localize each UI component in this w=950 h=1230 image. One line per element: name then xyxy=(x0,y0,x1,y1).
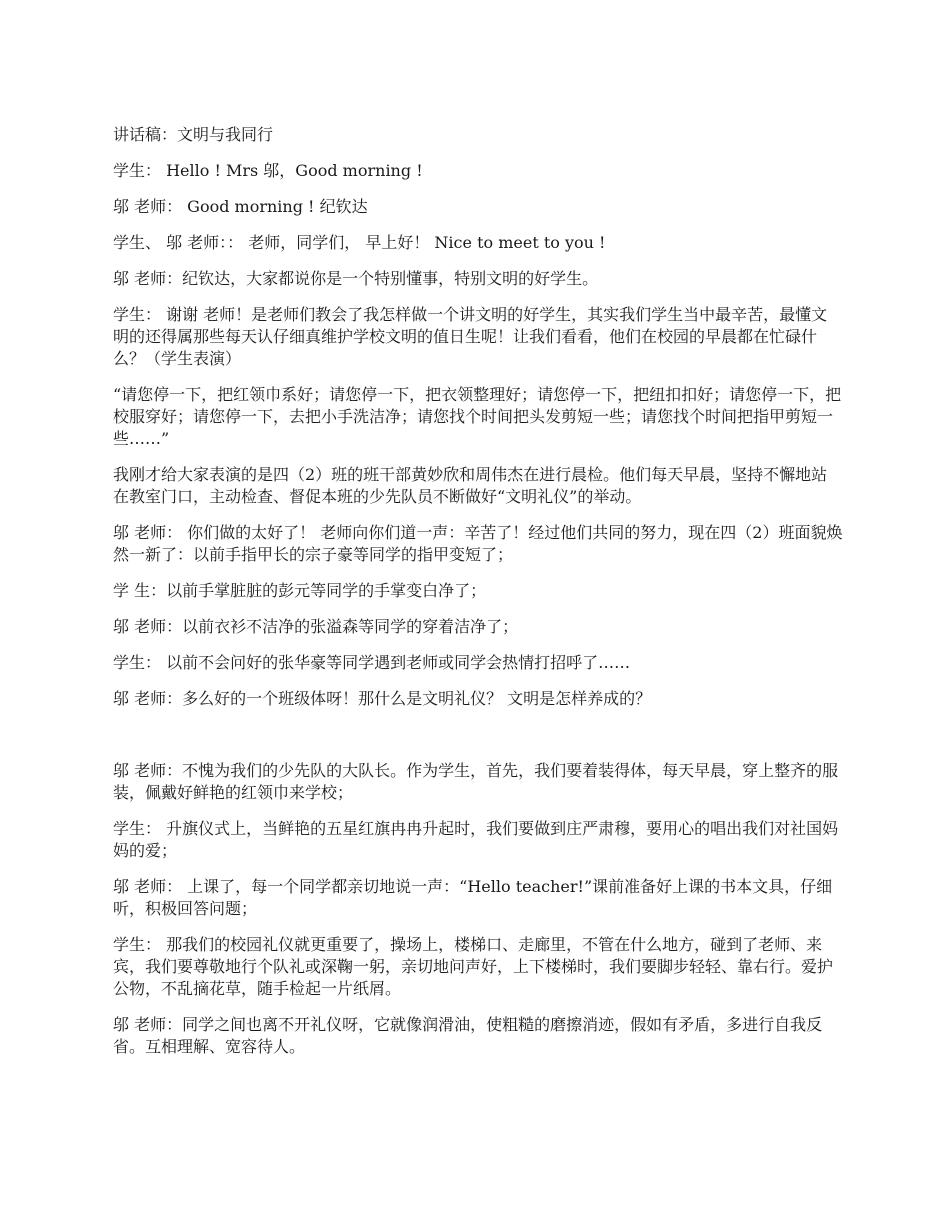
dialogue-line: 邬 老师：不愧为我们的少先队的大队长。作为学生，首先，我们要着装得体，每天早晨，穿上整齐的服装，佩戴好鲜艳的红领巾来学校； xyxy=(113,761,839,802)
document-body xyxy=(113,124,843,1072)
dialogue-line: 学生、 邬 老师：： 老师，同学们， 早上好！ Nice to meet to you ! xyxy=(113,233,606,252)
document-title: 讲话稿：文明与我同行 xyxy=(113,125,274,144)
dialogue-line: 邬 老师： 上课了，每一个同学都亲切地说一声：“Hello teacher!”课前准备好上课的书本文具，仔细听，积极回答问题； xyxy=(113,877,833,918)
dialogue-line: 邬 老师：纪钦达，大家都说你是一个特别懂事，特别文明的好学生。 xyxy=(113,269,599,288)
dialogue-line: 邬 老师：同学之间也离不开礼仪呀，它就像润滑油，使粗糙的磨擦消迹，假如有矛盾，多进行自我反省。互相理解、宽容待人。 xyxy=(113,1015,823,1056)
dialogue-line: 学生： 以前不会问好的张华豪等同学遇到老师或同学会热情打招呼了…… xyxy=(113,653,631,672)
dialogue-line: 学生： 升旗仪式上，当鲜艳的五星红旗冉冉升起时，我们要做到庄严肃穆，要用心的唱出我们对社国妈妈的爱； xyxy=(113,819,839,860)
narration-paragraph: 我刚才给大家表演的是四（2）班的班干部黄妙欣和周伟杰在进行晨检。他们每天早晨，坚持不懈地站在教室门口，主动检查、督促本班的少先队员不断做好“文明礼仪”的举动。 xyxy=(113,465,828,506)
dialogue-line: 学生： 那我们的校园礼仪就更重要了，操场上，楼梯口、走廊里，不管在什么地方，碰到了老师、来宾，我们要尊敬地行个队礼或深鞠一躬，亲切地问声好，上下楼梯时，我们要脚步轻轻、靠右行。爱护公物，不乱摘花草，随手检起一片纸屑。 xyxy=(113,935,834,998)
quoted-passage: “请您停一下，把红领巾系好；请您停一下，把衣领整理好；请您停一下，把纽扣扣好；请您停一下，把校服穿好；请您停一下，去把小手洗洁净；请您找个时间把头发剪短一些；请您找个时间把指甲剪短一些……” xyxy=(113,385,842,448)
dialogue-line: 学生： Hello ! Mrs 邬，Good morning ! xyxy=(113,161,423,180)
dialogue-line: 邬 老师： 你们做的太好了！ 老师向你们道一声：辛苦了！经过他们共同的努力，现在四（2）班面貌焕然一新了：以前手指甲长的宗子豪等同学的指甲变短了； xyxy=(113,523,843,564)
dialogue-line: 邬 老师： Good morning ! 纪钦达 xyxy=(113,197,368,216)
section-gap xyxy=(113,724,843,760)
dialogue-line: 学 生：以前手掌脏脏的彭元等同学的手掌变白净了； xyxy=(113,581,487,600)
dialogue-line: 邬 老师：以前衣衫不洁净的张溢森等同学的穿着洁净了； xyxy=(113,617,519,636)
dialogue-line: 学生： 谢谢 老师！是老师们教会了我怎样做一个讲文明的好学生，其实我们学生当中最辛苦，最懂文明的还得属那些每天认仔细真维护学校文明的值日生呢！让我们看看，他们在校园的早晨都在忙碌什么？（学生表演） xyxy=(113,305,828,368)
dialogue-line: 邬 老师：多么好的一个班级体呀！那什么是文明礼仪？ 文明是怎样养成的？ xyxy=(113,689,652,708)
